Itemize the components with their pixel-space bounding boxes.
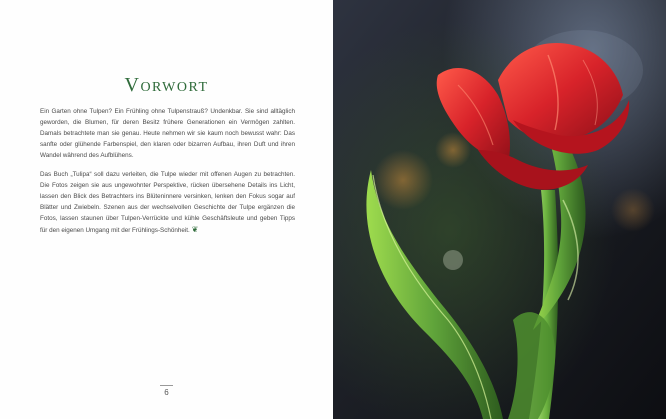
page-title: Vorwort xyxy=(124,74,209,96)
tulip-photo xyxy=(333,0,666,419)
paragraph-2 xyxy=(40,169,295,237)
page-number-rule xyxy=(160,385,173,386)
paragraph-2-text: Das Buch „Tulipa“ soll dazu verleiten, die Tulpe wieder mit offenen Augen zu betrachten. Die Fotos zeigen sie aus ungewohnter Perspektive, rücken übersehene Details ins Licht, lassen den Blick des Betrachters ins Blüteninnere versinken, lenken den Fokus sogar auf Blätter und Zwiebeln. Szenen aus der wechselvollen Geschichte der Tulpe ergänzen die Fotos, lassen staunen über Tulpen-Verrückte und kühle Geschäftsleute und geben Tipps für den eigenen Umgang mit der Frühlings-Schönheit. xyxy=(40,171,295,235)
paragraph-1: Ein Garten ohne Tulpen? Ein Frühling ohne Tulpenstrauß? Undenkbar. Sie sind alltäglich geworden, die Blumen, für deren Besitz frühere Generationen ein Vermögen zahlten. Damals betrachtete man sie genau. Heute nehmen wir sie kaum noch bewusst wahr: Das sanfte oder glühende Farbenspiel, den klaren oder bizarren Aufbau, ihren Duft und ihren Wandel während des Aufblühens. xyxy=(40,108,295,160)
page-number: 6 xyxy=(164,388,169,397)
leaf-ornament-icon: ❦ xyxy=(191,225,199,235)
